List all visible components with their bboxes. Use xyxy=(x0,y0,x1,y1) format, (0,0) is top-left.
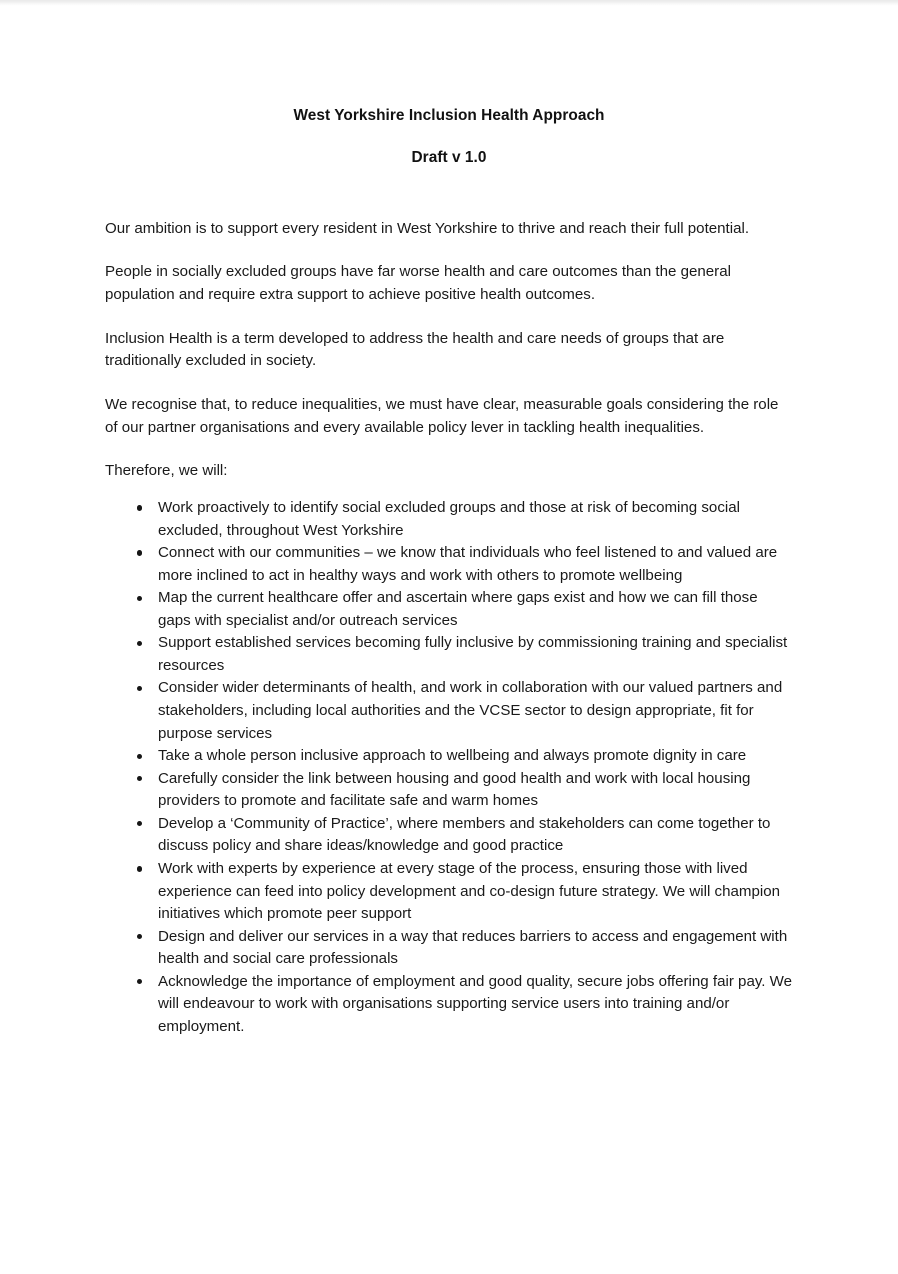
bullet-point-icon xyxy=(137,686,142,691)
bullet-point-icon xyxy=(137,596,142,601)
list-item-text: Take a whole person inclusive approach to wellbeing and always promote dignity in care xyxy=(158,747,747,765)
list-item-text: Consider wider determinants of health, and work in collaboration with our valued partners and stakeholders, including local authorities and the VCSE sector to design appropriate, fit for purpose services xyxy=(158,679,783,742)
intro-paragraphs xyxy=(105,218,793,483)
list-item-text: Develop a ‘Community of Practice’, where members and stakeholders can come together to discuss policy and share ideas/knowledge and good practice xyxy=(158,814,771,855)
bullet-point-icon xyxy=(137,821,142,826)
list-item-text: Connect with our communities – we know that individuals who feel listened to and valued are more inclined to act in healthy ways and work with others to promote wellbeing xyxy=(158,544,778,584)
bullet-point-icon xyxy=(137,979,142,984)
bullet-point-icon xyxy=(137,505,142,510)
bullet-point-icon xyxy=(137,934,142,939)
list-item-text: Support established services becoming fully inclusive by commissioning training and specialist resources xyxy=(158,634,788,674)
list-item-text: Work with experts by experience at every stage of the process, ensuring those with lived experience can feed into policy development and co-design future strategy. We will champion initiatives which promote peer support xyxy=(158,859,780,923)
list-item xyxy=(105,677,793,745)
commitments-list xyxy=(105,497,793,1039)
list-item-text: Design and deliver our services in a way that reduces barriers to access and engagement with health and social care professionals xyxy=(158,927,788,968)
document-title: West Yorkshire Inclusion Health Approach xyxy=(293,107,605,124)
list-item-text: Work proactively to identify social excluded groups and those at risk of becoming social excluded, throughout West Yorkshire xyxy=(158,498,740,539)
paragraph-ambition: Our ambition is to support every resident in West Yorkshire to thrive and reach their full potential. xyxy=(105,219,750,237)
list-item-text: Map the current healthcare offer and ascertain where gaps exist and how we can fill those gaps with specialist and/or outreach services xyxy=(158,589,758,629)
list-item-text: Acknowledge the importance of employment and good quality, secure jobs offering fair pay. We will endeavour to work with organisations supporting service users into training and/or employment. xyxy=(158,972,793,1035)
document-subtitle-version: Draft v 1.0 xyxy=(411,149,487,167)
page-top-edge-shadow xyxy=(0,0,898,6)
list-item xyxy=(105,926,793,971)
bullet-point-icon xyxy=(137,550,142,555)
list-item xyxy=(105,813,793,858)
bullet-point-icon xyxy=(137,866,142,871)
document-body xyxy=(105,100,793,1038)
list-item xyxy=(105,971,793,1039)
list-item xyxy=(105,768,793,813)
list-item xyxy=(105,632,793,677)
list-item xyxy=(105,542,793,587)
list-item xyxy=(105,745,793,768)
bullet-point-icon xyxy=(137,776,142,781)
bullet-point-icon xyxy=(137,754,142,759)
list-item xyxy=(105,587,793,632)
bullet-point-icon xyxy=(137,641,142,646)
paragraph-measurable-goals: We recognise that, to reduce inequalities, we must have clear, measurable goals considering the role of our partner organisations and every available policy lever in tackling health inequalities. xyxy=(105,396,779,436)
list-item xyxy=(105,497,793,542)
list-item xyxy=(105,858,793,926)
list-item-text: Carefully consider the link between housing and good health and work with local housing providers to promote and facilitate safe and warm homes xyxy=(158,769,751,810)
list-lead-in-text: Therefore, we will: xyxy=(105,462,228,480)
paragraph-inclusion-health-definition: Inclusion Health is a term developed to address the health and care needs of groups that are traditionally excluded in society. xyxy=(105,329,725,370)
paragraph-socially-excluded-groups: People in socially excluded groups have far worse health and care outcomes than the general population and require extra support to achieve positive health outcomes. xyxy=(105,263,731,304)
